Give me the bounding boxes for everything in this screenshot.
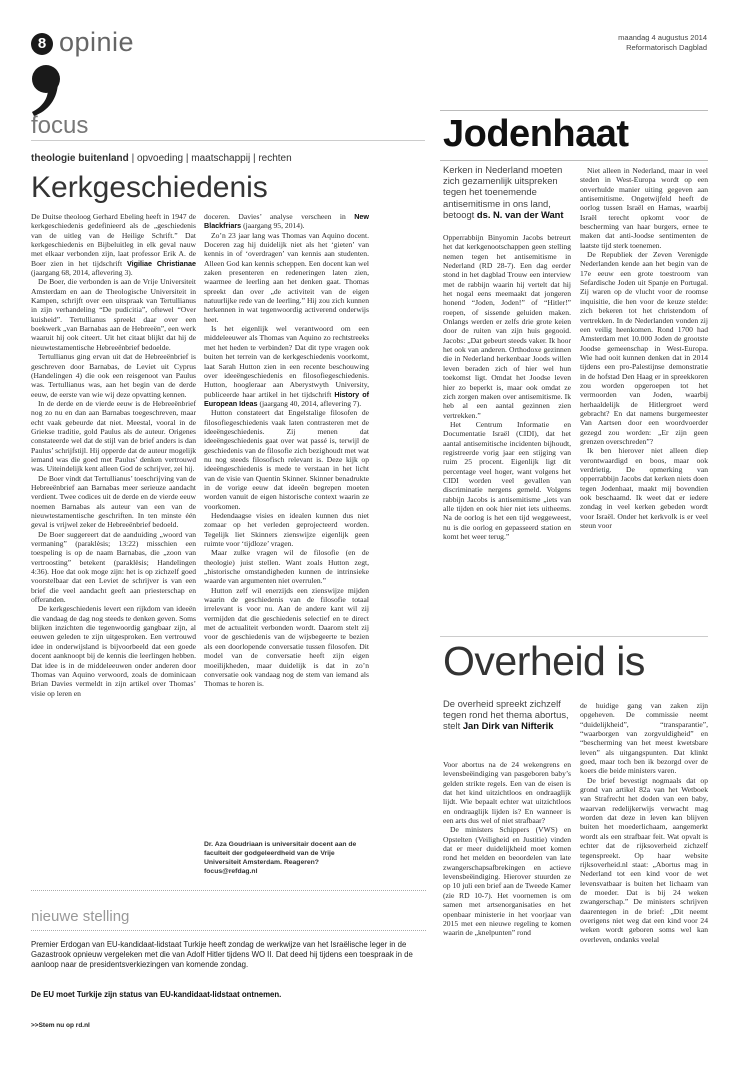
author-note: Dr. Aza Goudriaan is universitair docent aan de faculteit der godgeleerdheid van de Vrije Universiteit Amsterdam. Reageren? focus@refdag.nl — [204, 841, 357, 875]
vote-link[interactable]: >>Stem nu op rd.nl — [31, 1022, 90, 1029]
header-date: maandag 4 augustus 2014 — [618, 33, 707, 42]
header-paper: Reformatorisch Dagblad — [626, 43, 707, 52]
stelling-text: Premier Erdogan van EU-kandidaat-lidstaat Turkije heeft zondag de werkwijze van het Israëlische leger in de Gazastrook opnieuw vergeleken met die van Adolf Hitler tijdens WO II. Dat deed hij tijdens een toespraak in de aanloop naar de presidentsverkiezingen van komende zondag. — [31, 940, 413, 969]
section-title: opinie — [59, 27, 135, 57]
overheid-column-2: de huidige gang van zaken zijn opgeheven. De commissie neemt “duidelijkheid”, “transparantie”, “waarborgen van zorgvuldigheid” en “bescherming van het meest kwetsbare leven” als uitgangspunten. Dat klinkt goed, maar toch ben ik bezorgd over de koers die beide ministers varen. De brief bevestigt nogmaals dat op grond van artikel 82a van het Wetboek van Strafrecht het doden van een baby, waarvan redelijkerwijs verwacht mag worden dat deze in leven kan blijven buiten het moederlichaam, aangemerkt wordt als een strafbaar feit. Wat opvalt is echter dat de rijksoverheid zichzelf tegenspreekt. Op haar website rijksoverheid.nl staat: „Abortus mag in Nederland tot een kind voor de wet levensvatbaar is buiten het lichaam van de moeder. Dat is bij 24 weken zwangerschap.” De ministers schrijven daarentegen in de brief: „Dit neemt overigens niet weg dat een kind voor 24 weken wordt geboren soms wel kan overleven, ondanks veelal — [580, 701, 708, 944]
jodenhaat-lead: Kerken in Nederland moeten zich gezamenlijk uitspreken tegen het toenemende antisemitisme in ons land, betoogt ds. N. van der Want — [443, 164, 564, 220]
jodenhaat-title: Jodenhaat — [443, 113, 629, 155]
overheid-title: Overheid is — [443, 638, 645, 684]
comma-logo-icon — [30, 63, 64, 117]
left-column-1: De Duitse theoloog Gerhard Ebeling heeft in 1947 de kerkgeschiedenis gedefinieerd als de „geschiedenis van de uitleg van de Heilige Schrift.” Dat kerkgeschiedenis en Bijbeluitleg in elk geval nauw met elkaar verbonden zijn, laat professor Erik A. de Boer zien in het tijdschrift Vigiliae Christianae (jaargang 68, 2014, aflevering 3). De Boer, die verbonden is aan de Vrije Universiteit Amsterdam en aan de Theologische Universiteit in Kampen, schrijft over een uitspraak van Tertullianus in zijn verhandeling “De pudicitia”, oftewel “Over kuisheid”. Tertullianus spreekt daar over een boekwerk „van Barnabas aan de Hebreeën”, een werk waaruit hij ook citeert. Uit het citaat blijkt dat hij de nieuwtestamentische Hebreeënbrief bedoelde. Tertullianus ging ervan uit dat de Hebreeënbrief is geschreven door Barnabas, de Leviet uit Cyprus (Handelingen 4) die ook een reisgenoot van Paulus was. Tertullianus was, aan het begin van de derde eeuw, de eerste van wie wij deze opvatting kennen. In de derde en de vierde eeuw is de Hebreeënbrief nog zo nu en dan aan Barnabas toegeschreven, maar echt vaak gebeurde dat niet. Meestal, vooral in de Griekse traditie, gold Paulus als de auteur. Origenes constateerde wel dat de stijl van de brief anders is dan Paulus’ schrijfstijl. Hij opperde dat de auteur mogelijk iemand was die goed met Paulus’ denken vertrouwd was. Uiteindelijk kent alleen God de schrijver, zei hij. De Boer vindt dat Tertullianus’ toeschrijving van de Hebreeënbrief aan Barnabas meer serieuze aandacht verdient. Twee codices uit de derde en de vierde eeuw noemen Barnabas als auteur van een van de nieuwtestamentische geschriften. In ten minste één geval is vrijwel zeker de Hebreeënbrief bedoeld. De Boer suggereert dat de aanduiding „woord van vermaning” (paraklèsis; 13:22) misschien een toespeling is op de naam Barnabas, die „zoon van vertroosting” betekent (paraklèsis; Handelingen 4:36). Hoe dat ook moge zijn: het is op zichzelf goed voorstelbaar dat een Leviet de schrijver is van een brief die veel aandacht geeft aan priesterschap en offeranden. De kerkgeschiedenis levert een rijkdom van ideeën die vandaag de dag nog steeds te denken geven. Soms blijken inzichten die tegenwoordig gangbaar zijn, al eeuwen geleden te zijn uitgesproken. Een vertrouwd idee in onderwijsland is bijvoorbeeld dat een goede docent aanknoopt bij de kennis die leerlingen hebben. Dat idee is in de middeleeuwen onder anderen door Thomas van Aquino verwoord, zoals de dominicaan Brian Davies vermeldt in zijn artikel over Thomas’ visie op leren en — [31, 212, 196, 698]
jodenhaat-column-1: Opperrabbijn Binyomin Jacobs betreurt het dat kerkgenootschappen geen stelling nemen tegen het antisemitisme in Nederland (RD 28-7). Een dag eerder stond in het dagblad Trouw een interview met de rabbijn waarin hij vertelt dat hij het nogal eens meemaakt dat jongeren honend “Joden, Joden!” of “Hitler!” roepen, of sissende geluiden maken. Onlangs werden er zelfs drie grote keien door de ruiten van zijn huis gegooid. Jacobs: „Dat gebeurt steeds vaker. Ik hoor het ook van anderen. Orthodoxe gezinnen die in Nederland herkenbaar Joods willen leven beraden zich of hier wel hun toekomst ligt. Omdat het Joodse leven hier zo beperkt is, maar ook omdat ze zich zorgen maken over antisemitisme. Ik heb al een aantal gezinnen zien vertrekken.” Het Centrum Informatie en Documentatie Israël (CIDI), dat het aantal antisemitische incidenten bijhoudt, registreerde vorig jaar een stijging van ruim 25 procent. Eigenlijk ligt dit percentage veel hoger, want volgens het CIDI worden veel gevallen van discriminatie nergens gemeld. Volgens rabbijn Jacobs is antisemitisme „iets van alle tijden en ook hier niet iets uitheems. Na de oorlog is het een tijd weggeweest, nu is die oorlog en gepasseerd station en komt het weer terug.” — [443, 233, 571, 541]
topic-active[interactable]: theologie buitenland — [31, 153, 129, 164]
overheid-column-1: Voor abortus na de 24 wekengrens en levensbeëindiging van pasgeboren baby’s gelden strikte regels. Een van de eisen is dat het kind uitzichtloos en ondraaglijk lijdt. Wie bepaalt echter wat uitzichtloos en ondraaglijk lijden is? En wanneer is een arts dus wel of niet strafbaar? De ministers Schippers (VWS) en Opstelten (Veiligheid en Justitie) vinden dat er meer duidelijkheid moet komen rond het melden en beoordelen van late zwangerschapsafbrekingen en actieve levensbeëindiging. Hierover stuurden ze op 10 juli een brief aan de Tweede Kamer (zie RD 10-7). Het voornemen is om samen met artsenorganisaties en het openbaar ministerie in het voorjaar van 2015 met een nieuwe regeling te komen waarin de „knelpunten” rond — [443, 760, 571, 938]
topic-others[interactable]: | opvoeding | maatschappij | rechten — [131, 153, 292, 164]
article-title: Kerkgeschiedenis — [31, 171, 268, 204]
overheid-lead: De overheid spreekt zichzelf tegen rond het thema abortus, stelt Jan Dirk van Nifterik — [443, 698, 569, 732]
topic-nav — [31, 153, 292, 164]
jodenhaat-column-2: Niet alleen in Nederland, maar in veel steden in West-Europa wordt op een onverhulde manier uiting gegeven aan antisemitisme. Ongetwijfeld heeft de oorlog tussen Israël en Hamas, waarbij Israël terecht opkomt voor de bescherming van haar burgers, ernee te maken dat anti-Joodse sentimenten de laatste tijd sterk toenemen. De Republiek der Zeven Verenigde Nederlanden kende aan het begin van de 17e eeuw een grote toestroom van Sefardische Joden uit Spanje en Portugal. Zij waren op de vlucht voor de roomse inquisitie, die hen voor de keuze stelde: zich bekeren tot het christendom of vertrekken. In de Nederlanden vonden zij een veilig heenkomen. Rond 1700 had Amsterdam met 10.000 Joden de grootste Joodse gemeenschap in West-Europa. Wie had ooit kunnen denken dat in 2014 tijdens een pro-Palestijnse demonstratie in de hofstad Den Haag er in spreekkoren zou worden opgeroepen tot het vermoorden van Joden, waarbij herhaaldelijk de Hitlergroet werd gebracht? En dat namens burgemeester Van Aartsen door een woordvoerder gezegd zou worden: „Er zijn geen grenzen overschreden”? Ik ben hierover niet alleen diep verontwaardigd en boos, maar ook verdrietig. De opmerking van opperrabbijn Jacobs dat kerken niets doen tegen Jodenhaat, maakt mij bovendien ook beschaamd. Ik weet dat er iedere zondag in veel kerken gebeden wordt voor Israël. Onder het kerkvolk is er veel steun voor — [580, 166, 708, 531]
left-column-2: doceren. Davies’ analyse verscheen in New Blackfriars (jaargang 95, 2014). Zo’n 23 jaar lang was Thomas van Aquino docent. Doceren zag hij duidelijk niet als het ‘gieten’ van kennis in of ‘overdragen’ van kennis aan studenten. Alleen God kan kennis scheppen. Een docent kan wel zaken presenteren en redeneringen laten zien, waarmee de leerling aan het denken gaat. Thomas spreekt dan over „de activiteit van de eigen natuurlijke rede van de leerling.” Hij zou zich kunnen herkennen in wat tegenwoordig activerend onderwijs heet. Is het eigenlijk wel verantwoord om een middeleeuwer als Thomas van Aquino zo rechtstreeks met het heden te verbinden? Dat dit type vragen ook buiten het terrein van de kerkgeschiedenis voorkomt, laat Sarah Hutton zien in een recente beschouwing over ideeëngeschiedenis en filosofiegeschiedenis. Hutton, hoogleraar aan Aberystwyth University, publiceerde haar artikel in het tijdschrift History of European Ideas (jaargang 40, 2014, aflevering 7). Hutton constateert dat Engelstalige filosofen de filosofiegeschiedenis vaak laten contrasteren met de ideeëngeschiedenis. Zij menen dat ideeëngeschiedenis gaat over wat passé is, terwijl de geschiedenis van de filosofie zich bezighoudt met wat nu nog steeds filosofisch relevant is. Deze kijk op ideeëngeschiedenis is mede te verstaan in het licht van de visie van Quentin Skinner. Skinner benadrukte in de vorige eeuw dat ideeën begrepen moeten worden vanuit de eigen historische context waarin ze voorkomen. Hedendaagse visies en idealen kunnen dus niet zomaar op het verleden geprojecteerd worden. Tegelijk liet Skinners zienswijze eigenlijk geen ruimte voor ‘tijdloze’ vragen. Maar zulke vragen wil de filosofie (en de theologie) juist stellen. Want zoals Hutton zegt, „historische omstandigheden kunnen de intrinsieke waarde van argumenten niet overrulen.” Hutton zelf wil enerzijds een zienswijze mijden waarin de geschiedenis van de filosofie totaal irrelevant is voor nu. Aan de andere kant wil zij vermijden dat die geschiedenis selectief en te direct met de actualiteit verbonden wordt. Daarom stelt zij voor de geschiedenis van de wijsbegeerte te bezien als een doorlopende conversatie tussen filosofen. Dit model van de conversatie heeft zijn eigen moeilijkheden, maar duidelijk is dat in zo’n conversatie ook vandaag nog de stem van iemand als Thomas te horen is. — [204, 212, 370, 689]
page-number-badge: 8 — [31, 33, 53, 55]
focus-label: focus — [31, 112, 89, 139]
stelling-heading: nieuwe stelling — [31, 908, 130, 925]
stelling-statement: De EU moet Turkije zijn status van EU-kandidaat-lidstaat ontnemen. — [31, 990, 282, 999]
